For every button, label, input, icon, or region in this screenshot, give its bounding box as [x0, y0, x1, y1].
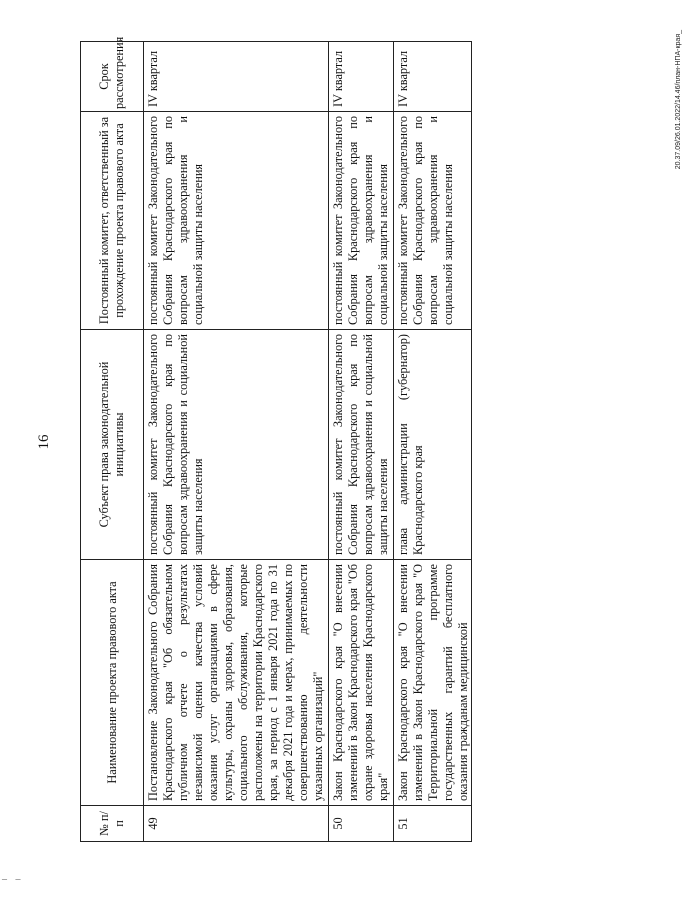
term: [394, 42, 472, 112]
header-name: Наименование проекта правового акта: [81, 560, 144, 806]
row-number-text: 51: [396, 817, 410, 830]
committee: [394, 112, 472, 330]
committee-text: постоянный комитет Законодательного Собрания Краснодарского края по вопросам здравоохранения и социальной защиты населения: [396, 116, 455, 325]
table-row: [144, 42, 329, 842]
page-number: 16: [36, 434, 52, 450]
table-row: [329, 42, 394, 842]
row-number: 50: [329, 806, 394, 842]
row-number: [394, 806, 472, 842]
header-num: № п/п: [81, 806, 144, 842]
initiator: постоянный комитет Законодательного Собрания Краснодарского края по вопросам здравоохранения и социальной защиты населения: [144, 330, 329, 560]
act-name: Постановление Законодательного Собрания Краснодарского края "Об обязательном публичном отчете о результатах независимой оценки качества условий оказания услуг организациями в сфере культуры, охраны здоровья, образования, социального обслуживания, которые расположены на территории Краснодарского края, за период с 1 января 2021 года по 31 декабря 2021 года и мерах, принимаемых по совершенствованию деятельности указанных организаций": [144, 560, 329, 806]
act-name: Закон Краснодарского края "О внесении изменений в Закон Краснодарского края "Об охране здоровья населения Краснодарского края": [329, 560, 394, 806]
header-committee: Постоянный комитет, ответственный за прохождение проекта правового акта: [81, 112, 144, 330]
act-name-text: Закон Краснодарского края "О внесении изменений в Закон Краснодарского края "О Территориальной программе государственных гарантий бесплатного оказания гражданам медицинской: [396, 564, 470, 801]
initiator: [394, 330, 472, 560]
header-term: Срок рассмотрения: [81, 42, 144, 112]
initiator: постоянный комитет Законодательного Собрания Краснодарского края по вопросам здравоохранения и социальной защиты населения: [329, 330, 394, 560]
committee: постоянный комитет Законодательного Собрания Краснодарского края по вопросам здравоохранения и социальной защиты населения: [329, 112, 394, 330]
rotated-page: [36, 30, 682, 842]
term-text: IV квартал: [396, 50, 410, 107]
header-initiator: Субъект права законодательной инициативы: [81, 330, 144, 560]
table-row: [394, 42, 472, 842]
legislative-plan-table: [80, 36, 472, 842]
edge-marks: – –: [2, 874, 24, 885]
committee: постоянный комитет Законодательного Собрания Краснодарского края по вопросам здравоохранения и социальной защиты населения: [144, 112, 329, 330]
term: IV квартал: [144, 42, 329, 112]
term: IV квартал: [329, 42, 394, 112]
initiator-text: глава администрации (губернатор) Краснодарского края: [396, 334, 425, 555]
act-name: [394, 560, 472, 806]
table-header-row: [81, 42, 144, 842]
document-code: 20.37.09/26.01.2022/14.46/план-НПА-края_: [675, 30, 682, 170]
row-number: 49: [144, 806, 329, 842]
